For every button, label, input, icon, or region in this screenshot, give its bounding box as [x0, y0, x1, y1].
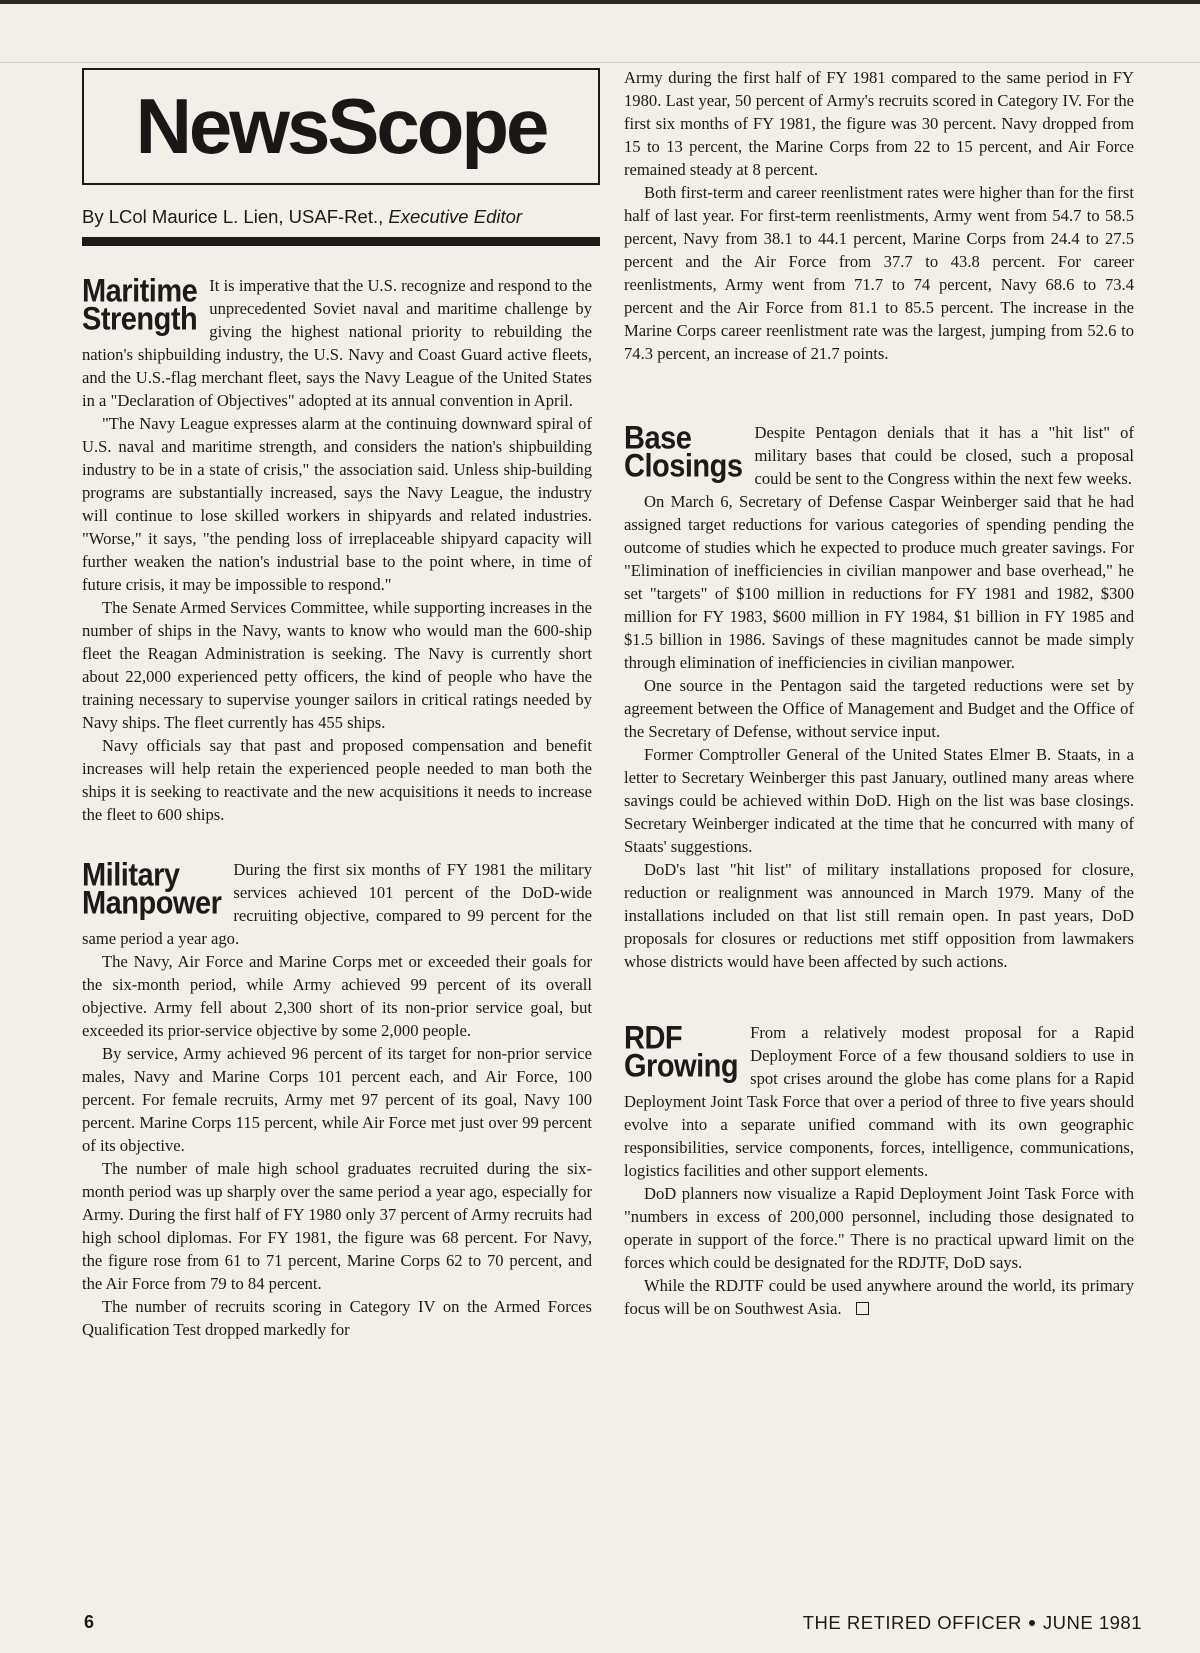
page-number: 6: [84, 1612, 95, 1632]
byline-rule: [82, 237, 600, 246]
byline-role: Executive Editor: [388, 206, 523, 227]
paragraph: Army during the first half of FY 1981 compared to the same period in FY 1980. Last year, 50 percent of Army's recruits scored in Category IV. For the first six months of FY 1981, the figure was 30 percent. Navy dropped from 15 to 13 percent, the Marine Corps from 22 to 15 percent, and Air Force remained steady at 8 percent.: [624, 68, 1134, 179]
paragraph: Former Comptroller General of the United States Elmer B. Staats, in a letter to Secretary Weinberger this past January, outlined many areas where savings could be achieved within DoD. High on the list was base closings. Secretary Weinberger indicated at the time that he concurred with many of Staats' suggestions.: [624, 745, 1134, 856]
paragraph: The Navy, Air Force and Marine Corps met or exceeded their goals for the six-month period, while Army achieved 99 percent of its overall objective. Army fell about 2,300 short of its non-prior service goal, but exceeded its prior-service objective by some 2,000 people.: [82, 952, 592, 1040]
paragraph: DoD's last "hit list" of military installations proposed for closure, reduction or realignment was announced in March 1979. Many of the installations included on that list still remain open. In past years, DoD proposals for closures or reductions met stiff opposition from lawmakers whose districts would have been affected by such actions.: [624, 860, 1134, 971]
headline-line: Manpower: [82, 885, 222, 922]
section-military-manpower: [82, 858, 592, 1341]
issue-date: JUNE 1981: [1042, 1612, 1142, 1633]
headline-line: Growing: [624, 1048, 739, 1085]
bullet-separator: ●: [1027, 1614, 1037, 1630]
section-rdf-growing: [624, 1021, 1134, 1320]
top-border: [0, 0, 1200, 4]
paragraph: "The Navy League expresses alarm at the continuing downward spiral of U.S. naval and maritime strength, and considers the nation's shipbuilding industry to be in a state of crisis," the association said. Unless ship-building programs are substantially increased, says the Navy League, the industry will continue to lose skilled workers in shipyards and related industries. "Worse," it says, "the pending loss of irreplaceable shipyard capacity will further weaken the nation's industrial base to the point where, in time of future crisis, it may be impossible to respond.": [82, 414, 592, 594]
paragraph: On March 6, Secretary of Defense Caspar Weinberger said that he had assigned target reductions for various categories of spending pending the outcome of studies which he expected to produce much greater savings. For "Elimination of inefficiencies in civilian manpower and base overhead," he set "targets" of $100 million in reductions for FY 1981 and 1982, $300 million for FY 1983, $600 million in FY 1984, $1 billion in FY 1985 and $1.5 billion in 1986. Savings of these magnitudes cannot be made simply through elimination of inefficiencies in civilian manpower.: [624, 492, 1134, 672]
paragraph: DoD planners now visualize a Rapid Deployment Joint Task Force with "numbers in excess of 200,000 personnel, including those designated to operate in support of the force." There is no practical upward limit on the forces which could be designated for the RDJTF, DoD says.: [624, 1184, 1134, 1272]
paragraph: The Senate Armed Services Committee, while supporting increases in the number of ships in the Navy, wants to know who would man the 600-ship fleet the Reagan Administration is seeking. The Navy is currently short about 22,000 experienced petty officers, the kind of people who have the training necessary to supervise younger sailors in critical ratings needed by Navy ships. The fleet currently has 455 ships.: [82, 598, 592, 732]
section-headline: [624, 1020, 739, 1085]
right-column: [624, 66, 1134, 1320]
left-column: [82, 274, 592, 1341]
headline-line: Strength: [82, 301, 198, 338]
section-military-manpower-continued: [624, 66, 1134, 365]
paragraph: [624, 1274, 1134, 1320]
paragraph: Despite Pentagon denials that it has a "hit list" of military bases that could be closed, such a proposal could be sent to the Congress within the next few weeks.: [754, 423, 1134, 488]
headline-line: Maritime: [82, 273, 198, 310]
end-of-article-mark: [856, 1302, 869, 1315]
top-rule: [0, 62, 1200, 63]
paragraph: One source in the Pentagon said the targeted reductions were set by agreement between the Office of Management and Budget and the Office of the Secretary of Defense, without service input.: [624, 676, 1134, 741]
byline-author: By LCol Maurice L. Lien, USAF-Ret.,: [82, 206, 389, 227]
paragraph: From a relatively modest proposal for a Rapid Deployment Force of a few thousand soldiers to use in spot crises around the globe has come plans for a Rapid Deployment Joint Task Force that over a period of three to five years should evolve into a separate unified command with its own geographic responsibilities, service components, forces, intelligence, communications, logistics facilities and other support elements.: [624, 1023, 1134, 1180]
section-base-closings: [624, 421, 1134, 973]
paragraph: Navy officials say that past and proposed compensation and benefit increases will help retain the experienced people needed to man both the ships it is seeking to reactivate and the new acquisitions it needs to increase the fleet to 600 ships.: [82, 736, 592, 824]
paragraph: By service, Army achieved 96 percent of its target for non-prior service males, Navy and Marine Corps 101 percent each, and Air Force, 100 percent. For female recruits, Army met 97 percent of its goal, Navy 100 percent. Marine Corps 115 percent, while Air Force met just over 99 percent of its objective.: [82, 1044, 592, 1155]
section-headline: [82, 857, 222, 922]
publication-footer: [803, 1612, 1142, 1634]
paragraph: The number of recruits scoring in Category IV on the Armed Forces Qualification Test dropped markedly for: [82, 1297, 592, 1339]
paragraph: Both first-term and career reenlistment rates were higher than for the first half of last year. For first-term reenlistments, Army went from 54.7 to 58.5 percent, Navy from 38.1 to 44.1 percent, Marine Corps from 24.4 to 27.5 percent and the Air Force from 37.7 to 43.8 percent. For career reenlistments, Army went from 71.7 to 74 percent, Navy 68.6 to 73.4 percent and the Air Force from 81.1 to 85.5 percent. The increase in the Marine Corps career reenlistment rate was the largest, jumping from 52.6 to 74.3 percent, an increase of 21.7 points.: [624, 183, 1134, 363]
masthead-title: NewsScope: [135, 82, 547, 170]
headline-line: RDF: [624, 1020, 683, 1057]
paragraph-text: While the RDJTF could be used anywhere around the world, its primary focus will be on Southwest Asia.: [624, 1276, 1134, 1318]
byline: [82, 206, 602, 228]
headline-line: Closings: [624, 448, 743, 485]
section-headline: [82, 273, 198, 338]
headline-line: Military: [82, 857, 180, 894]
masthead-box: [82, 68, 600, 185]
publication-name: THE RETIRED OFFICER: [802, 1612, 1022, 1633]
headline-line: Base: [624, 420, 692, 457]
paragraph: It is imperative that the U.S. recognize and respond to the unprecedented Soviet naval and maritime challenge by giving the highest national priority to rebuilding the nation's shipbuilding industry, the U.S. Navy and Coast Guard active fleets, and the U.S.-flag merchant fleet, says the Navy League of the United States in a "Declaration of Objectives" adopted at its annual convention in April.: [82, 276, 592, 410]
paragraph: The number of male high school graduates recruited during the six-month period was up sharply over the same period a year ago, especially for Army. During the first half of FY 1980 only 37 percent of Army recruits had high school diplomas. For FY 1981, the figure was 68 percent. For Navy, the figure rose from 61 to 71 percent, Marine Corps 62 to 70 percent, and the Air Force from 79 to 84 percent.: [82, 1159, 592, 1293]
section-maritime-strength: [82, 274, 592, 826]
section-headline: [624, 420, 743, 485]
paragraph: During the first six months of FY 1981 the military services achieved 101 percent of the DoD-wide recruiting objective, compared to 99 percent for the same period a year ago.: [82, 860, 592, 948]
